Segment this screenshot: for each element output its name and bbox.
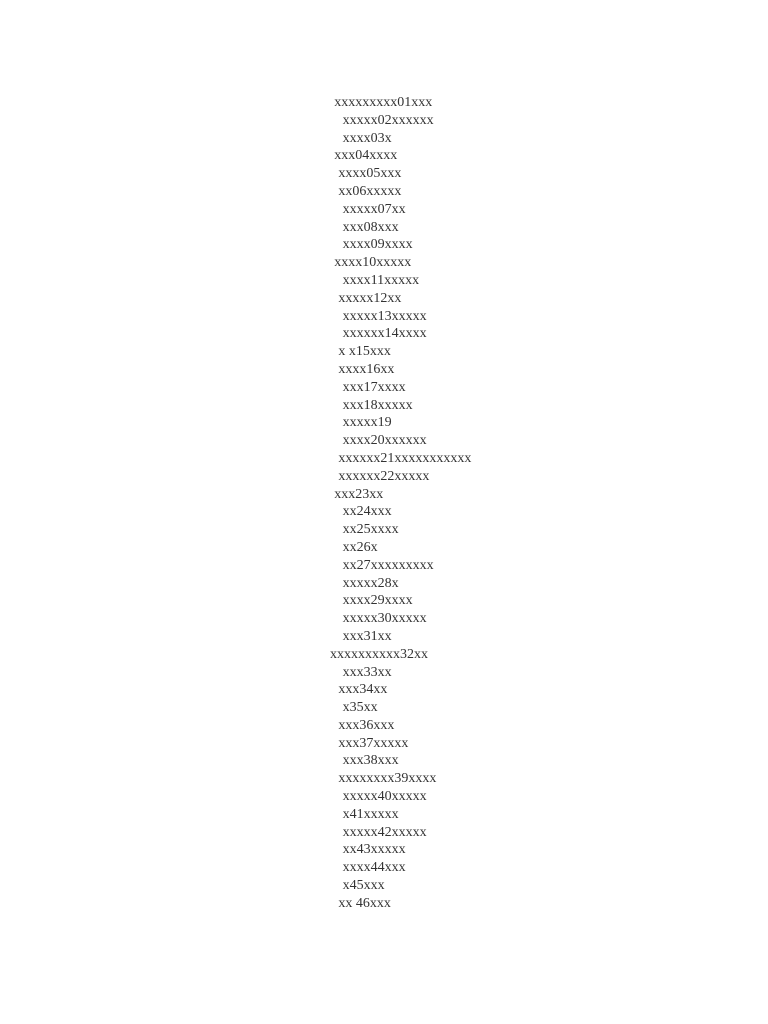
text-line-40: xxxxx40xxxxx <box>342 789 427 805</box>
text-line-16: xxxx16xx <box>338 361 395 377</box>
text-line-37: xxx37xxxxx <box>338 735 409 751</box>
text-line-30: xxxxx30xxxxx <box>342 611 427 627</box>
text-line-01: xxxxxxxxx01xxx <box>334 95 433 110</box>
text-line-18: xxx18xxxxx <box>342 397 413 413</box>
text-line-35: x35xx <box>342 700 378 716</box>
text-line-28: xxxxx28x <box>342 575 399 591</box>
text-line-06: xx06xxxxx <box>338 183 402 199</box>
text-line-14: xxxxxx14xxxx <box>342 326 427 342</box>
text-line-34: xxx34xx <box>338 682 388 698</box>
text-line-11: xxxx11xxxxx <box>342 272 420 288</box>
text-line-21: xxxxxx21xxxxxxxxxxx <box>338 450 472 466</box>
text-line-27: xx27xxxxxxxxx <box>342 557 434 573</box>
text-line-25: xx25xxxx <box>342 522 399 538</box>
text-line-29: xxxx29xxxx <box>342 593 413 609</box>
text-line-12: xxxxx12xx <box>338 290 402 306</box>
text-line-09: xxxx09xxxx <box>342 237 413 253</box>
text-line-45: x45xxx <box>342 878 385 894</box>
text-line-33: xxx33xx <box>342 664 392 680</box>
text-line-32: xxxxxxxxxx32xx <box>330 646 428 662</box>
text-line-04: xxx04xxxx <box>334 148 398 164</box>
text-line-36: xxx36xxx <box>338 717 395 733</box>
text-line-39: xxxxxxxx39xxxx <box>338 771 437 787</box>
text-line-05: xxxx05xxx <box>338 166 402 182</box>
text-line-20: xxxx20xxxxxx <box>342 433 427 449</box>
text-line-15: x x15xxx <box>338 344 391 360</box>
text-line-24: xx24xxx <box>342 504 392 520</box>
text-line-26: xx26x <box>342 539 378 555</box>
text-line-46: xx 46xxx <box>338 895 391 911</box>
text-line-23: xxx23xx <box>334 486 384 502</box>
text-line-44: xxxx44xxx <box>342 860 406 876</box>
text-line-38: xxx38xxx <box>342 753 399 769</box>
text-line-42: xxxxx42xxxxx <box>342 824 427 840</box>
text-line-13: xxxxx13xxxxx <box>342 308 427 324</box>
text-line-43: xx43xxxxx <box>342 842 406 858</box>
text-line-17: xxx17xxxx <box>342 379 406 395</box>
text-line-08: xxx08xxx <box>342 219 399 235</box>
text-line-02: xxxxx02xxxxxx <box>342 112 434 128</box>
text-line-41: x41xxxxx <box>342 806 399 822</box>
text-line-03: xxxx03x <box>342 130 392 146</box>
text-line-10: xxxx10xxxxx <box>334 255 412 271</box>
text-line-22: xxxxxx22xxxxx <box>338 468 430 484</box>
text-line-19: xxxxx19 <box>342 415 392 431</box>
text-line-31: xxx31xx <box>342 628 392 644</box>
text-column <box>330 94 471 913</box>
text-line-07: xxxxx07xx <box>342 201 406 217</box>
